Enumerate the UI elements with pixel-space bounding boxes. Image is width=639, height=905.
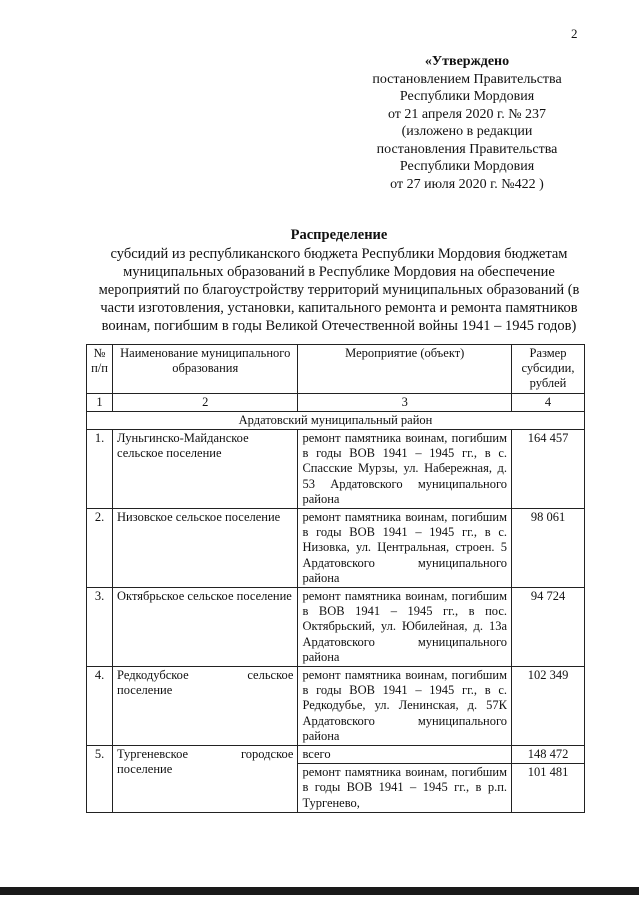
event-description: ремонт памятника воинам, погибшим в ВОВ 1941 – 1945 гг., в пос. Октябрьский, ул. Юбилейная, д. 13а Ардатовского муниципального района (298, 588, 512, 667)
municipality-name: Тургеневское городское поселение (113, 746, 298, 813)
table-row (87, 588, 585, 667)
table-row-total (87, 746, 585, 764)
municipality-name: Редкодубское сельское поселение (113, 667, 298, 746)
approval-line: постановления Правительства (376, 141, 558, 157)
approval-line: Республики Мордовия (399, 89, 535, 104)
column-number: 3 (298, 393, 512, 411)
header-event: Мероприятие (объект) (298, 345, 512, 394)
subtitle-line: муниципальных образований в Республике Мордовия на обеспечение (123, 264, 555, 280)
header-amount: Размер субсидии, рублей (512, 345, 585, 394)
approval-line: от 27 июля 2020 г. №422 ) (390, 176, 544, 192)
row-number: 3. (87, 588, 113, 667)
scan-edge-shadow (0, 887, 639, 895)
event-description: ремонт памятника воинам, погибшим в годы ВОВ 1941 – 1945 гг., в с. Низовка, ул. Центральная, строен. 5 Ардатовского муниципального района (298, 509, 512, 588)
approval-line: Республики Мордовия (399, 159, 535, 174)
table-row (87, 667, 585, 746)
column-number-row (87, 393, 585, 411)
header-municipality: Наименование муниципального образования (113, 345, 298, 394)
approval-heading: «Утверждено (424, 54, 510, 69)
total-label: всего (298, 746, 512, 764)
title-heading: Распределение (290, 227, 388, 243)
subsidy-amount: 98 061 (512, 509, 585, 588)
column-number: 4 (512, 393, 585, 411)
distribution-table (86, 344, 585, 813)
event-description: ремонт памятника воинам, погибшим в годы ВОВ 1941 – 1945 гг., в с. Спасские Мурзы, ул. Набережная, д. 53 Ардатовского муниципального района (298, 430, 512, 509)
municipality-name: Октябрьское сельское поселение (113, 588, 298, 667)
subsidy-amount: 101 481 (512, 764, 585, 813)
row-number: 5. (87, 746, 113, 813)
district-name: Ардатовский муниципальный район (87, 411, 585, 429)
total-amount: 148 472 (512, 746, 585, 764)
page-number: 2 (571, 26, 578, 41)
table-header-row (87, 345, 585, 394)
approval-line: постановлением Правительства (372, 71, 562, 87)
subtitle-line: воинам, погибшим в годы Великой Отечественной войны 1941 – 1945 годов) (101, 318, 577, 334)
subsidy-amount: 102 349 (512, 667, 585, 746)
approval-line: (изложено в редакции (401, 124, 533, 139)
subtitle-line: субсидий из республиканского бюджета Республики Мордовия бюджетам (110, 246, 568, 262)
table-row (87, 430, 585, 509)
event-description: ремонт памятника воинам, погибшим в годы ВОВ 1941 – 1945 гг., в с. Редкодубье, ул. Ленинская, д. 57К Ардатовского муниципального района (298, 667, 512, 746)
subtitle-line: части изготовления, установки, капитального ремонта и ремонта памятников (100, 300, 578, 316)
approval-stamp (352, 53, 582, 193)
municipality-name: Низовское сельское поселение (113, 509, 298, 588)
table-row (87, 509, 585, 588)
row-number: 2. (87, 509, 113, 588)
row-number: 4. (87, 667, 113, 746)
district-row (87, 411, 585, 429)
column-number: 1 (87, 393, 113, 411)
approval-line: от 21 апреля 2020 г. № 237 (387, 106, 547, 122)
subsidy-amount: 94 724 (512, 588, 585, 667)
event-description: ремонт памятника воинам, погибшим в годы ВОВ 1941 – 1945 гг., в р.п. Тургенево, (298, 764, 512, 813)
row-number: 1. (87, 430, 113, 509)
subsidy-amount: 164 457 (512, 430, 585, 509)
document-title (84, 226, 594, 335)
municipality-name: Луньгинско-Майданское сельское поселение (113, 430, 298, 509)
header-number: № п/п (87, 345, 113, 394)
subtitle-line: мероприятий по благоустройству территорий муниципальных образований (в (98, 282, 580, 298)
column-number: 2 (113, 393, 298, 411)
